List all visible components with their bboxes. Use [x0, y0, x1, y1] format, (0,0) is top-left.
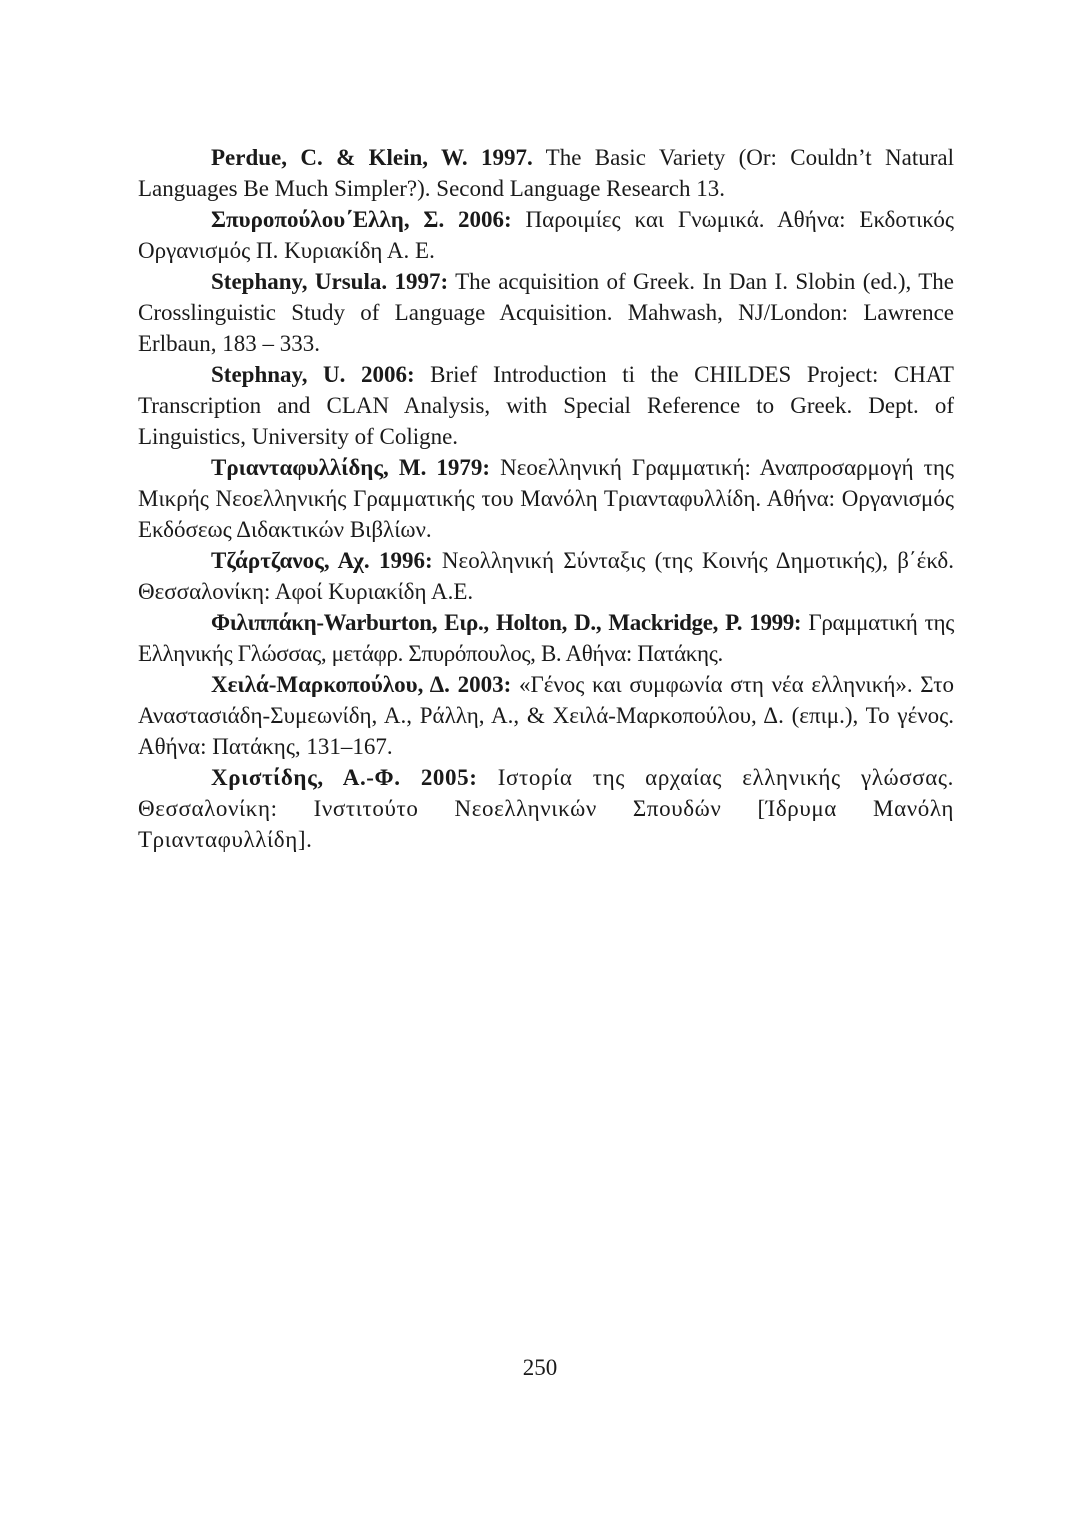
- reference-author-year: Stephnay, U. 2006:: [211, 362, 415, 387]
- reference-author-year: Stephany, Ursula. 1997:: [211, 269, 449, 294]
- reference-entry: [138, 359, 954, 452]
- reference-details: Παροιμίες και Γνωμικά. Αθήνα: Εκδοτικός Οργανισμός Π. Κυριακίδη Α. Ε.: [138, 207, 954, 263]
- reference-details: The acquisition of Greek. In Dan I. Slobin (ed.), The Crosslinguistic Study of Language Acquisition. Mahwash, NJ/London: Lawrence Erlbaun, 183 – 333.: [138, 269, 955, 356]
- reference-details: The Basic Variety (Or: Couldn’t Natural Languages Be Much Simpler?). Second Language Research 13.: [138, 145, 954, 201]
- reference-details: Νεολληνική Σύνταξις (της Κοινής Δημοτικής), β΄έκδ. Θεσσαλονίκη: Αφοί Κυριακίδη Α.Ε.: [138, 548, 954, 604]
- reference-author-year: Σπυροπούλου΄Ελλη, Σ. 2006:: [211, 207, 512, 232]
- reference-details: Γραμματική της Ελληνικής Γλώσσας, μετάφρ. Σπυρόπουλος, Β. Αθήνα: Πατάκης.: [138, 610, 954, 666]
- reference-author-year: Χειλά-Μαρκοπούλου, Δ. 2003:: [211, 672, 512, 697]
- reference-entry: [138, 762, 954, 855]
- reference-entry: [138, 266, 954, 359]
- reference-entry: [138, 204, 954, 266]
- reference-details: «Γένος και συμφωνία στη νέα ελληνική». Στο Αναστασιάδη-Συμεωνίδη, Α., Ράλλη, Α., & Χειλά-Μαρκοπούλου, Δ. (επιμ.), Το γένος. Αθήνα: Πατάκης, 131–167.: [138, 672, 954, 759]
- reference-entry: [138, 142, 954, 204]
- reference-list: [138, 142, 954, 855]
- page-number: 250: [522, 1355, 558, 1380]
- reference-entry: [138, 607, 954, 669]
- reference-details: Νεοελληνική Γραμματική: Αναπροσαρμογή της Μικρής Νεοελληνικής Γραμματικής του Μανόλη Τριανταφυλλίδη. Αθήνα: Οργανισμός Εκδόσεως Διδακτικών Βιβλίων.: [138, 455, 954, 542]
- reference-author-year: Χριστίδης, Α.-Φ. 2005:: [211, 765, 478, 790]
- reference-entry: [138, 669, 954, 762]
- reference-author-year: Φιλιππάκη-Warburton, Ειρ., Holton, D., Mackridge, P. 1999:: [211, 610, 802, 635]
- reference-author-year: Perdue, C. & Klein, W. 1997.: [211, 145, 533, 170]
- reference-author-year: Τριανταφυλλίδης, Μ. 1979:: [211, 455, 491, 480]
- reference-entry: [138, 545, 954, 607]
- reference-entry: [138, 452, 954, 545]
- reference-author-year: Τζάρτζανος, Αχ. 1996:: [211, 548, 433, 573]
- reference-details: Brief Introduction ti the CHILDES Project: CHAT Transcription and CLAN Analysis, with Special Reference to Greek. Dept. of Linguistics, University of Coligne.: [138, 362, 954, 449]
- reference-details: Ιστορία της αρχαίας ελληνικής γλώσσας. Θεσσαλονίκη: Ινστιτούτο Νεοελληνικών Σπουδών [Ίδρυμα Μανόλη Τριανταφυλλίδη].: [138, 765, 954, 852]
